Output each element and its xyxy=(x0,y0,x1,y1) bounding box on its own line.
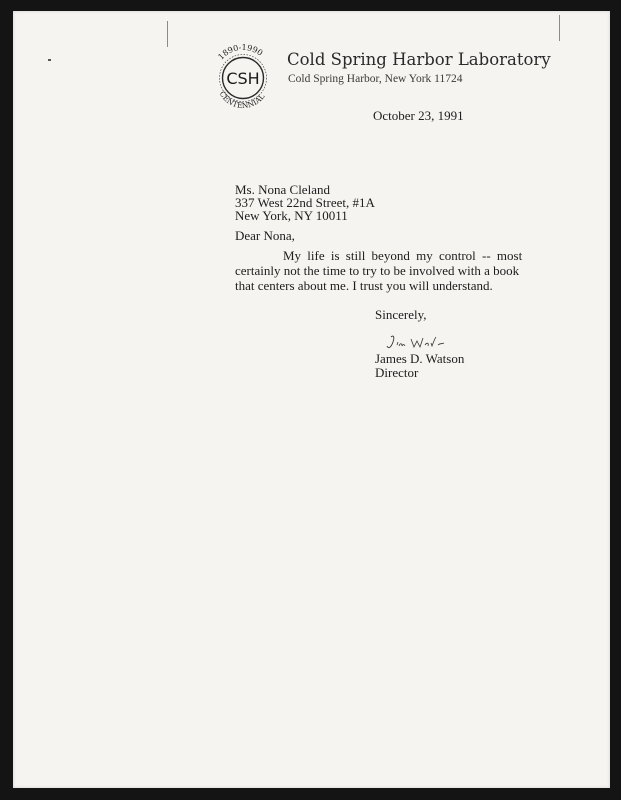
body-line: certainly not the time to try to be involved with a book xyxy=(235,263,520,278)
recipient-line: 337 West 22nd Street, #1A xyxy=(235,195,375,210)
scan-mark xyxy=(559,15,560,41)
csh-centennial-logo xyxy=(207,42,279,114)
scan-mark xyxy=(48,59,51,61)
recipient-line: New York, NY 10011 xyxy=(235,208,348,223)
logo-ring-text: CENTENNIAL xyxy=(217,89,267,111)
logo-monogram: CSH xyxy=(226,69,260,88)
letter-page xyxy=(13,11,610,788)
organization-address: Cold Spring Harbor, New York 11724 xyxy=(288,73,463,85)
body-line: My life is still beyond my control -- most xyxy=(283,248,523,263)
salutation: Dear Nona, xyxy=(235,228,295,243)
letter-date: October 23, 1991 xyxy=(373,108,464,123)
signer-name: James D. Watson xyxy=(375,351,465,366)
recipient-line: Ms. Nona Cleland xyxy=(235,182,330,197)
signature xyxy=(385,333,447,353)
signer-title: Director xyxy=(375,365,419,380)
scan-mark xyxy=(167,21,168,47)
closing: Sincerely, xyxy=(375,307,427,322)
body-line: that centers about me. I trust you will understand. xyxy=(235,278,493,293)
organization-name: Cold Spring Harbor Laboratory xyxy=(287,50,551,69)
logo-years: 1890-1990 xyxy=(216,42,265,62)
